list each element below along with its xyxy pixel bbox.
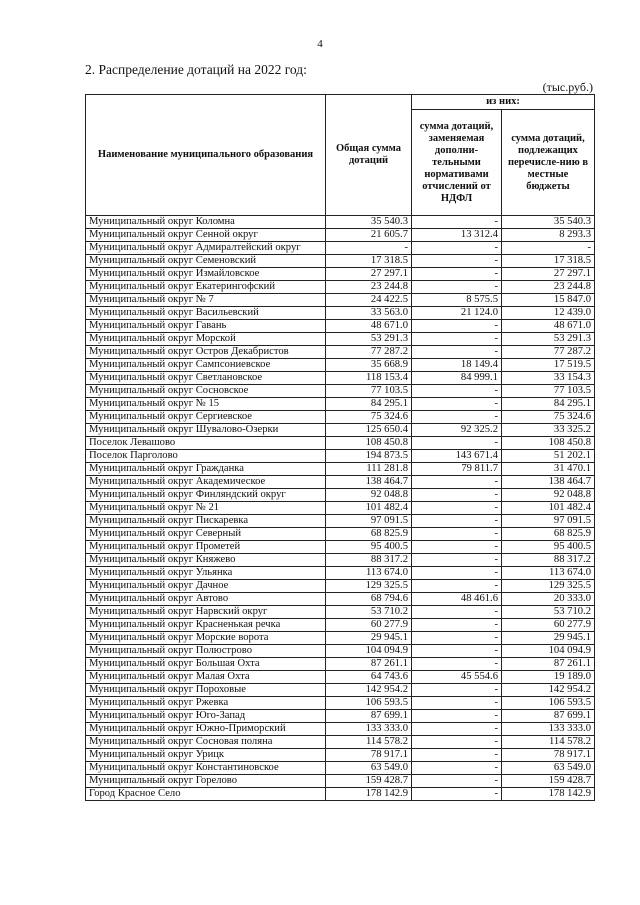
cell-ndfl: 45 554.6 xyxy=(412,671,502,684)
cell-local: 84 295.1 xyxy=(502,398,595,411)
cell-ndfl: - xyxy=(412,281,502,294)
cell-ndfl: - xyxy=(412,567,502,580)
cell-name: Муниципальный округ Финляндский округ xyxy=(86,489,326,502)
cell-local: 88 317.2 xyxy=(502,554,595,567)
table-row xyxy=(86,697,595,710)
cell-name: Муниципальный округ № 21 xyxy=(86,502,326,515)
cell-total: 125 650.4 xyxy=(326,424,412,437)
cell-local: 77 103.5 xyxy=(502,385,595,398)
table-row xyxy=(86,229,595,242)
table-body xyxy=(86,216,595,801)
cell-total: 87 699.1 xyxy=(326,710,412,723)
cell-total: 138 464.7 xyxy=(326,476,412,489)
table-row xyxy=(86,242,595,255)
cell-local: 53 291.3 xyxy=(502,333,595,346)
cell-ndfl: 13 312.4 xyxy=(412,229,502,242)
header-total: Общая сумма дотаций xyxy=(326,95,412,216)
table-row xyxy=(86,788,595,801)
cell-ndfl: - xyxy=(412,528,502,541)
cell-ndfl: - xyxy=(412,242,502,255)
cell-name: Муниципальный округ Юго-Запад xyxy=(86,710,326,723)
cell-name: Муниципальный округ Большая Охта xyxy=(86,658,326,671)
cell-local: - xyxy=(502,242,595,255)
table-row xyxy=(86,489,595,502)
cell-total: 106 593.5 xyxy=(326,697,412,710)
cell-total: 129 325.5 xyxy=(326,580,412,593)
table-row xyxy=(86,255,595,268)
cell-name: Муниципальный округ Княжево xyxy=(86,554,326,567)
cell-local: 48 671.0 xyxy=(502,320,595,333)
table-row xyxy=(86,684,595,697)
cell-total: 87 261.1 xyxy=(326,658,412,671)
cell-ndfl: - xyxy=(412,385,502,398)
cell-total: 88 317.2 xyxy=(326,554,412,567)
cell-local: 8 293.3 xyxy=(502,229,595,242)
table-row xyxy=(86,476,595,489)
page-number: 4 xyxy=(317,38,323,50)
table-row xyxy=(86,333,595,346)
cell-total: 68 794.6 xyxy=(326,593,412,606)
cell-name: Муниципальный округ № 15 xyxy=(86,398,326,411)
cell-total: 48 671.0 xyxy=(326,320,412,333)
cell-local: 17 318.5 xyxy=(502,255,595,268)
cell-ndfl: - xyxy=(412,437,502,450)
table-header xyxy=(86,95,595,216)
cell-ndfl: - xyxy=(412,788,502,801)
cell-name: Муниципальный округ Прометей xyxy=(86,541,326,554)
cell-total: 95 400.5 xyxy=(326,541,412,554)
cell-ndfl: - xyxy=(412,320,502,333)
table-row xyxy=(86,580,595,593)
cell-total: 17 318.5 xyxy=(326,255,412,268)
table-row xyxy=(86,372,595,385)
cell-name: Муниципальный округ Васильевский xyxy=(86,307,326,320)
cell-local: 31 470.1 xyxy=(502,463,595,476)
cell-local: 60 277.9 xyxy=(502,619,595,632)
cell-local: 133 333.0 xyxy=(502,723,595,736)
cell-total: 29 945.1 xyxy=(326,632,412,645)
table-row xyxy=(86,658,595,671)
table-row xyxy=(86,320,595,333)
cell-total: 53 710.2 xyxy=(326,606,412,619)
cell-ndfl: - xyxy=(412,710,502,723)
cell-total: 64 743.6 xyxy=(326,671,412,684)
cell-ndfl: 79 811.7 xyxy=(412,463,502,476)
cell-total: 108 450.8 xyxy=(326,437,412,450)
cell-local: 104 094.9 xyxy=(502,645,595,658)
table-row xyxy=(86,216,595,229)
cell-total: 68 825.9 xyxy=(326,528,412,541)
cell-local: 97 091.5 xyxy=(502,515,595,528)
cell-name: Муниципальный округ Полюстрово xyxy=(86,645,326,658)
cell-name: Муниципальный округ Нарвский округ xyxy=(86,606,326,619)
cell-ndfl: - xyxy=(412,619,502,632)
cell-local: 15 847.0 xyxy=(502,294,595,307)
cell-name: Муниципальный округ Северный xyxy=(86,528,326,541)
cell-name: Муниципальный округ Сосновая поляна xyxy=(86,736,326,749)
cell-total: 33 563.0 xyxy=(326,307,412,320)
cell-ndfl: - xyxy=(412,658,502,671)
cell-name: Муниципальный округ Морской xyxy=(86,333,326,346)
cell-ndfl: - xyxy=(412,762,502,775)
cell-name: Муниципальный округ Сергиевское xyxy=(86,411,326,424)
cell-local: 78 917.1 xyxy=(502,749,595,762)
cell-total: 101 482.4 xyxy=(326,502,412,515)
cell-name: Муниципальный округ Урицк xyxy=(86,749,326,762)
cell-total: 104 094.9 xyxy=(326,645,412,658)
cell-name: Поселок Парголово xyxy=(86,450,326,463)
cell-ndfl: - xyxy=(412,411,502,424)
cell-local: 142 954.2 xyxy=(502,684,595,697)
cell-name: Муниципальный округ Пороховые xyxy=(86,684,326,697)
table-row xyxy=(86,281,595,294)
header-of-them: из них: xyxy=(412,95,595,110)
table-row xyxy=(86,632,595,645)
cell-total: 77 287.2 xyxy=(326,346,412,359)
table-row xyxy=(86,346,595,359)
cell-ndfl: - xyxy=(412,268,502,281)
table-row xyxy=(86,463,595,476)
cell-name: Муниципальный округ Южно-Приморский xyxy=(86,723,326,736)
cell-name: Муниципальный округ Сенной округ xyxy=(86,229,326,242)
cell-name: Муниципальный округ Красненькая речка xyxy=(86,619,326,632)
cell-local: 75 324.6 xyxy=(502,411,595,424)
cell-name: Муниципальный округ Остров Декабристов xyxy=(86,346,326,359)
table-row xyxy=(86,606,595,619)
cell-local: 138 464.7 xyxy=(502,476,595,489)
table-row xyxy=(86,450,595,463)
cell-name: Муниципальный округ № 7 xyxy=(86,294,326,307)
table-row xyxy=(86,593,595,606)
cell-local: 108 450.8 xyxy=(502,437,595,450)
cell-total: 77 103.5 xyxy=(326,385,412,398)
cell-local: 77 287.2 xyxy=(502,346,595,359)
grant-distribution-table xyxy=(85,94,595,801)
cell-total: 84 295.1 xyxy=(326,398,412,411)
cell-local: 23 244.8 xyxy=(502,281,595,294)
cell-total: 114 578.2 xyxy=(326,736,412,749)
cell-ndfl: - xyxy=(412,255,502,268)
units-label: (тыс.руб.) xyxy=(542,80,593,94)
cell-ndfl: - xyxy=(412,476,502,489)
cell-total: 133 333.0 xyxy=(326,723,412,736)
table-row xyxy=(86,424,595,437)
cell-ndfl: - xyxy=(412,398,502,411)
cell-local: 19 189.0 xyxy=(502,671,595,684)
cell-ndfl: 21 124.0 xyxy=(412,307,502,320)
cell-name: Муниципальный округ Измайловское xyxy=(86,268,326,281)
cell-name: Муниципальный округ Гавань xyxy=(86,320,326,333)
cell-name: Муниципальный округ Сосновское xyxy=(86,385,326,398)
table-row xyxy=(86,437,595,450)
cell-local: 106 593.5 xyxy=(502,697,595,710)
cell-ndfl: - xyxy=(412,346,502,359)
cell-ndfl: - xyxy=(412,632,502,645)
table-row xyxy=(86,749,595,762)
cell-local: 17 519.5 xyxy=(502,359,595,372)
table-row xyxy=(86,528,595,541)
cell-total: 194 873.5 xyxy=(326,450,412,463)
header-name: Наименование муниципального образования xyxy=(86,95,326,216)
cell-name: Муниципальный округ Семеновский xyxy=(86,255,326,268)
cell-local: 20 333.0 xyxy=(502,593,595,606)
cell-local: 51 202.1 xyxy=(502,450,595,463)
cell-local: 33 154.3 xyxy=(502,372,595,385)
cell-total: 23 244.8 xyxy=(326,281,412,294)
cell-ndfl: - xyxy=(412,502,502,515)
cell-ndfl: - xyxy=(412,684,502,697)
cell-name: Муниципальный округ Малая Охта xyxy=(86,671,326,684)
table-row xyxy=(86,671,595,684)
table-row xyxy=(86,645,595,658)
cell-total: 78 917.1 xyxy=(326,749,412,762)
cell-local: 35 540.3 xyxy=(502,216,595,229)
cell-total: 24 422.5 xyxy=(326,294,412,307)
cell-total: 27 297.1 xyxy=(326,268,412,281)
cell-ndfl: - xyxy=(412,515,502,528)
cell-total: 35 540.3 xyxy=(326,216,412,229)
table-row xyxy=(86,268,595,281)
cell-local: 95 400.5 xyxy=(502,541,595,554)
cell-local: 129 325.5 xyxy=(502,580,595,593)
cell-total: 113 674.0 xyxy=(326,567,412,580)
cell-ndfl: - xyxy=(412,333,502,346)
cell-name: Муниципальный округ Ульянка xyxy=(86,567,326,580)
cell-name: Поселок Левашово xyxy=(86,437,326,450)
cell-name: Муниципальный округ Автово xyxy=(86,593,326,606)
table-row xyxy=(86,359,595,372)
table-row xyxy=(86,723,595,736)
table-row xyxy=(86,619,595,632)
cell-local: 178 142.9 xyxy=(502,788,595,801)
table-row xyxy=(86,294,595,307)
header-ndfl: сумма дотаций, заменяемая дополни-тельными нормативами отчислений от НДФЛ xyxy=(412,110,502,216)
cell-name: Муниципальный округ Морские ворота xyxy=(86,632,326,645)
table-row xyxy=(86,398,595,411)
cell-name: Муниципальный округ Адмиралтейский округ xyxy=(86,242,326,255)
cell-total: 63 549.0 xyxy=(326,762,412,775)
cell-local: 101 482.4 xyxy=(502,502,595,515)
cell-ndfl: - xyxy=(412,606,502,619)
cell-name: Муниципальный округ Светлановское xyxy=(86,372,326,385)
cell-total: 60 277.9 xyxy=(326,619,412,632)
cell-total: 178 142.9 xyxy=(326,788,412,801)
table-row xyxy=(86,736,595,749)
cell-total: 118 153.4 xyxy=(326,372,412,385)
cell-local: 27 297.1 xyxy=(502,268,595,281)
section-heading: 2. Распределение дотаций на 2022 год: xyxy=(85,62,307,77)
cell-local: 87 699.1 xyxy=(502,710,595,723)
cell-name: Муниципальный округ Коломна xyxy=(86,216,326,229)
cell-ndfl: - xyxy=(412,554,502,567)
cell-total: 75 324.6 xyxy=(326,411,412,424)
cell-local: 12 439.0 xyxy=(502,307,595,320)
table-row xyxy=(86,710,595,723)
cell-total: - xyxy=(326,242,412,255)
cell-local: 68 825.9 xyxy=(502,528,595,541)
cell-name: Муниципальный округ Ржевка xyxy=(86,697,326,710)
cell-total: 53 291.3 xyxy=(326,333,412,346)
cell-ndfl: - xyxy=(412,723,502,736)
cell-name: Муниципальный округ Шувалово-Озерки xyxy=(86,424,326,437)
cell-ndfl: - xyxy=(412,736,502,749)
cell-name: Муниципальный округ Пискаревка xyxy=(86,515,326,528)
cell-name: Муниципальный округ Константиновское xyxy=(86,762,326,775)
cell-name: Муниципальный округ Екатерингофский xyxy=(86,281,326,294)
cell-ndfl: 143 671.4 xyxy=(412,450,502,463)
cell-total: 97 091.5 xyxy=(326,515,412,528)
header-local: сумма дотаций, подлежащих перечисле-нию в местные бюджеты xyxy=(502,110,595,216)
table-row xyxy=(86,515,595,528)
table-row xyxy=(86,411,595,424)
table-row xyxy=(86,307,595,320)
cell-local: 53 710.2 xyxy=(502,606,595,619)
cell-ndfl: - xyxy=(412,775,502,788)
cell-local: 159 428.7 xyxy=(502,775,595,788)
table-row xyxy=(86,567,595,580)
cell-name: Муниципальный округ Академическое xyxy=(86,476,326,489)
cell-ndfl: 48 461.6 xyxy=(412,593,502,606)
table-row xyxy=(86,541,595,554)
cell-ndfl: 18 149.4 xyxy=(412,359,502,372)
cell-local: 33 325.2 xyxy=(502,424,595,437)
cell-total: 142 954.2 xyxy=(326,684,412,697)
cell-ndfl: - xyxy=(412,645,502,658)
cell-name: Муниципальный округ Горелово xyxy=(86,775,326,788)
table-row xyxy=(86,762,595,775)
cell-ndfl: 92 325.2 xyxy=(412,424,502,437)
cell-local: 92 048.8 xyxy=(502,489,595,502)
table-row xyxy=(86,554,595,567)
cell-ndfl: 84 999.1 xyxy=(412,372,502,385)
cell-name: Муниципальный округ Сампсониевское xyxy=(86,359,326,372)
cell-ndfl: - xyxy=(412,216,502,229)
table-row xyxy=(86,502,595,515)
cell-ndfl: - xyxy=(412,749,502,762)
cell-local: 87 261.1 xyxy=(502,658,595,671)
cell-local: 63 549.0 xyxy=(502,762,595,775)
cell-ndfl: - xyxy=(412,580,502,593)
cell-total: 92 048.8 xyxy=(326,489,412,502)
cell-local: 114 578.2 xyxy=(502,736,595,749)
cell-ndfl: - xyxy=(412,541,502,554)
cell-name: Муниципальный округ Гражданка xyxy=(86,463,326,476)
cell-total: 111 281.8 xyxy=(326,463,412,476)
cell-ndfl: - xyxy=(412,489,502,502)
cell-total: 35 668.9 xyxy=(326,359,412,372)
table-row xyxy=(86,385,595,398)
cell-local: 113 674.0 xyxy=(502,567,595,580)
cell-name: Муниципальный округ Дачное xyxy=(86,580,326,593)
cell-total: 21 605.7 xyxy=(326,229,412,242)
cell-ndfl: - xyxy=(412,697,502,710)
cell-ndfl: 8 575.5 xyxy=(412,294,502,307)
table-row xyxy=(86,775,595,788)
cell-total: 159 428.7 xyxy=(326,775,412,788)
cell-local: 29 945.1 xyxy=(502,632,595,645)
cell-name: Город Красное Село xyxy=(86,788,326,801)
